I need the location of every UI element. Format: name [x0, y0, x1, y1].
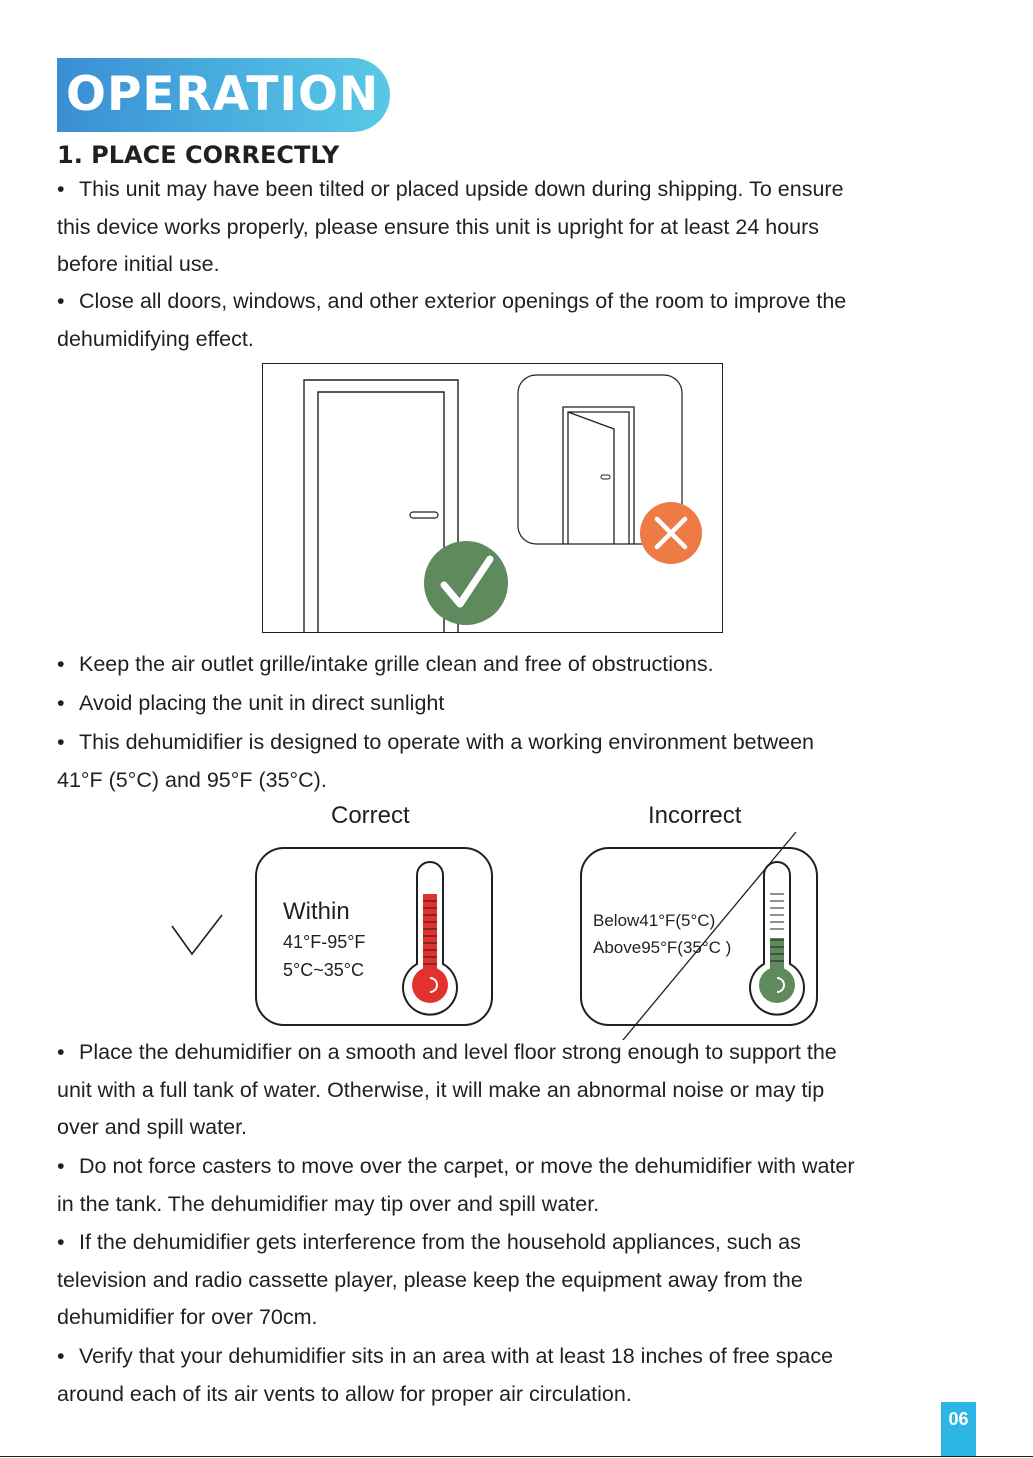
paragraph-line: Place the dehumidifier on a smooth and level floor strong enough to support the	[79, 1040, 837, 1064]
within-label: Within	[283, 898, 350, 925]
bullet-mark: •	[57, 1040, 65, 1064]
bullet-mark: •	[57, 1154, 65, 1178]
checkmark-icon	[172, 915, 222, 954]
banner-title: OPERATION	[66, 67, 380, 122]
footer-rule	[0, 1456, 1033, 1457]
bullet-mark: •	[57, 1230, 65, 1254]
paragraph-line: Do not force casters to move over the carpet, or move the dehumidifier with water	[79, 1154, 855, 1178]
paragraph-line: before initial use.	[57, 252, 220, 276]
paragraph-line: dehumidifying effect.	[57, 326, 254, 351]
paragraph-line: This dehumidifier is designed to operate with a working environment between	[79, 730, 814, 754]
paragraph-line: television and radio cassette player, please keep the equipment away from the	[57, 1267, 803, 1292]
paragraph-line: Avoid placing the unit in direct sunlight	[79, 691, 445, 715]
paragraph-line: unit with a full tank of water. Otherwise, it will make an abnormal noise or may tip	[57, 1077, 825, 1102]
range-celsius: 5°C~35°C	[283, 960, 364, 980]
bullet-paragraph	[57, 1148, 992, 1223]
range-fahrenheit: 41°F-95°F	[283, 932, 366, 952]
paragraph-line: This unit may have been tilted or placed upside down during shipping. To ensure	[79, 177, 844, 201]
above-limit-text: Above95°F(35°C )	[593, 938, 732, 957]
bullet-mark: •	[57, 730, 65, 754]
bullet-paragraph	[57, 646, 992, 684]
bullet-mark: •	[57, 1344, 65, 1368]
below-limit-text: Below41°F(5°C)	[593, 911, 716, 930]
paragraph-line: Verify that your dehumidifier sits in an area with at least 18 inches of free space	[79, 1344, 834, 1368]
bullet-paragraph	[57, 283, 992, 358]
section-banner	[57, 58, 390, 132]
bullet-mark: •	[57, 289, 65, 313]
bullet-mark: •	[57, 691, 65, 715]
paragraph-line: over and spill water.	[57, 1115, 248, 1139]
section-heading: 1. PLACE CORRECTLY	[57, 141, 340, 169]
bullet-paragraph	[57, 1224, 992, 1337]
correct-label: Correct	[331, 802, 410, 829]
paragraph-line: around each of its air vents to allow for proper air circulation.	[57, 1381, 632, 1406]
paragraph-line: this device works properly, please ensure this unit is upright for at least 24 hours	[57, 214, 820, 239]
paragraph-line: 41°F (5°C) and 95°F (35°C).	[57, 767, 327, 792]
door-illustration	[262, 363, 723, 633]
cross-icon	[640, 502, 702, 564]
bullet-paragraph	[57, 1034, 992, 1147]
paragraph-line: If the dehumidifier gets interference from the household appliances, such as	[79, 1230, 801, 1254]
paragraph-line: Close all doors, windows, and other exterior openings of the room to improve the	[79, 289, 847, 313]
page-number: 06	[941, 1402, 976, 1457]
bullet-paragraph	[57, 685, 992, 723]
bullet-paragraph	[57, 1338, 992, 1413]
check-icon	[424, 541, 508, 625]
bullet-mark: •	[57, 177, 65, 201]
paragraph-line: Keep the air outlet grille/intake grille clean and free of obstructions.	[79, 652, 714, 676]
bullet-mark: •	[57, 652, 65, 676]
bullet-paragraph	[57, 724, 992, 799]
bullet-paragraph	[57, 171, 992, 284]
incorrect-label: Incorrect	[648, 802, 742, 829]
paragraph-line: in the tank. The dehumidifier may tip over and spill water.	[57, 1191, 600, 1216]
paragraph-line: dehumidifier for over 70cm.	[57, 1305, 318, 1329]
temperature-illustration	[160, 828, 830, 1040]
